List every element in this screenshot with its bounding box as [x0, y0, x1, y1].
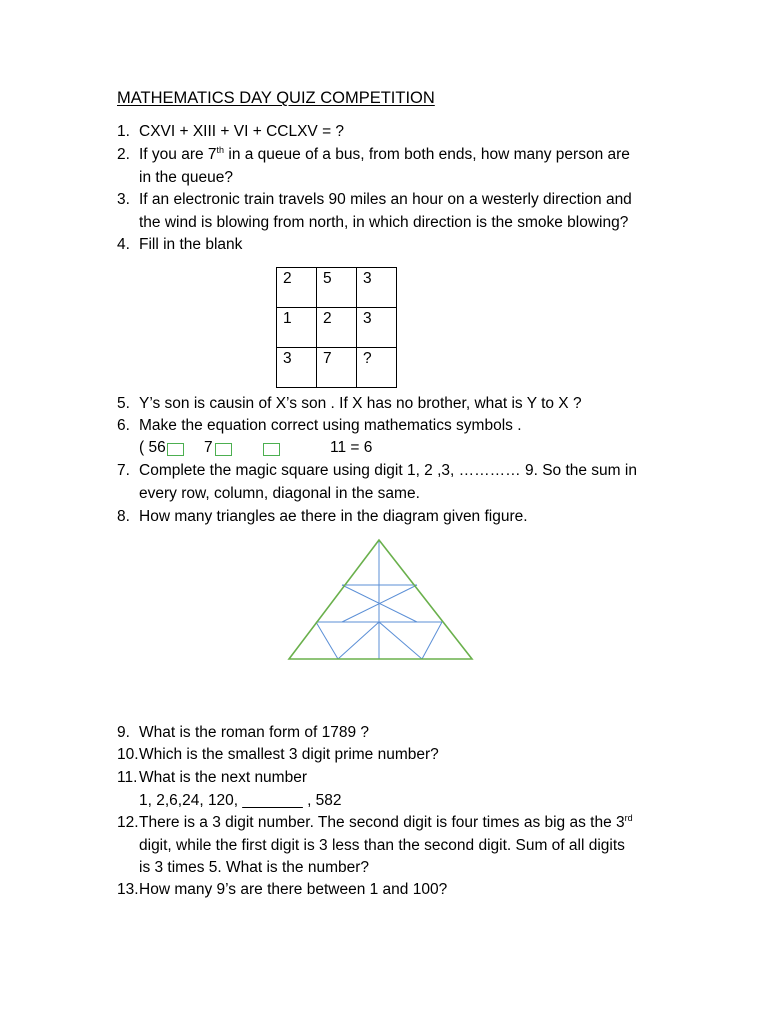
number-grid: [276, 267, 397, 388]
question-number: 13.: [117, 881, 139, 898]
question-5: [117, 393, 697, 416]
question-number: 4.: [117, 236, 130, 253]
question-text: Complete the magic square using digit 1, 2 ,3, ………… 9. So the sum in: [139, 462, 637, 479]
grid-cell: 2: [277, 268, 317, 308]
question-text: CXVI + XIII + VI + CCLXV = ?: [139, 123, 345, 140]
question-text: Y’s son is causin of X’s son . If X has no brother, what is Y to X ?: [139, 395, 582, 412]
lower-right-line: [379, 622, 422, 659]
question-number: 2.: [117, 146, 130, 163]
grid-cell: ?: [357, 348, 397, 388]
question-text: What is the roman form of 1789 ?: [139, 724, 370, 741]
question-text-continued: every row, column, diagonal in the same.: [139, 484, 420, 502]
question-text: How many triangles ae there in the diagram given figure.: [139, 508, 528, 525]
question-number: 9.: [117, 724, 130, 741]
question-6: [117, 415, 697, 438]
grid-cell: 3: [357, 308, 397, 348]
question-4: [117, 234, 697, 257]
equation-line: [139, 437, 166, 459]
outer-triangle: [289, 540, 472, 659]
lower-left-line: [338, 622, 379, 659]
question-11: [117, 767, 697, 812]
page-title: MATHEMATICS DAY QUIZ COMPETITION: [117, 89, 435, 107]
grid-cell: 5: [317, 268, 357, 308]
triangle-diagram: [286, 538, 476, 662]
question-3: [117, 189, 697, 234]
question-number: 10.: [117, 746, 139, 763]
question-number: 1.: [117, 123, 130, 140]
question-9: [117, 722, 697, 745]
question-text-continued: is 3 times 5. What is the number?: [139, 859, 370, 876]
question-number: 7.: [117, 462, 130, 479]
question-12: [117, 812, 697, 880]
grid-cell: 3: [277, 348, 317, 388]
grid-row: [277, 348, 397, 388]
question-13: [117, 879, 697, 902]
question-7: [117, 460, 697, 505]
question-8: [117, 506, 697, 529]
lower-right-line: [422, 622, 442, 659]
ordinal-suffix: rd: [624, 813, 633, 823]
grid-cell: 2: [317, 308, 357, 348]
question-text-continued: digit, while the first digit is 3 less than the second digit. Sum of all digits: [139, 836, 625, 854]
question-2: [117, 144, 697, 189]
equation-line: [204, 437, 213, 459]
grid-row: [277, 268, 397, 308]
question-number: 12.: [117, 814, 139, 831]
question-text: Fill in the blank: [139, 236, 243, 253]
grid-cell: 3: [357, 268, 397, 308]
symbol-box[interactable]: [167, 443, 184, 456]
equation-part: ( 56: [139, 439, 166, 456]
question-number: 5.: [117, 395, 130, 412]
question-number: 6.: [117, 417, 130, 434]
lower-left-line: [316, 622, 338, 659]
symbol-box[interactable]: [215, 443, 232, 456]
equation-part: 7: [204, 439, 213, 456]
grid-cell: 1: [277, 308, 317, 348]
symbol-box[interactable]: [263, 443, 280, 456]
question-text: in a queue of a bus, from both ends, how many person are: [224, 146, 630, 163]
question-number: 11.: [117, 769, 138, 786]
question-text: Which is the smallest 3 digit prime number?: [139, 746, 439, 763]
question-text: Make the equation correct using mathematics symbols .: [139, 417, 522, 434]
question-10: [117, 744, 697, 767]
question-text: What is the next number: [139, 769, 307, 786]
question-number: 8.: [117, 508, 130, 525]
question-text-continued: in the queue?: [139, 168, 233, 186]
equation-line: [330, 437, 372, 459]
ordinal-suffix: th: [216, 145, 225, 155]
question-text: If an electronic train travels 90 miles an hour on a westerly direction and: [139, 191, 632, 208]
question-text: If you are 7: [139, 146, 217, 163]
triangle-svg: [286, 538, 476, 662]
question-number: 3.: [117, 191, 130, 208]
question-1: [117, 121, 697, 144]
question-text: How many 9’s are there between 1 and 100?: [139, 881, 448, 898]
equation-part: 11 = 6: [330, 439, 373, 456]
question-text: There is a 3 digit number. The second digit is four times as big as the 3: [139, 814, 625, 831]
grid-row: [277, 308, 397, 348]
grid-cell: 7: [317, 348, 357, 388]
question-text-continued: the wind is blowing from north, in which direction is the smoke blowing?: [139, 213, 629, 231]
number-sequence: 1, 2,6,24, 120, _______ , 582: [139, 791, 342, 809]
